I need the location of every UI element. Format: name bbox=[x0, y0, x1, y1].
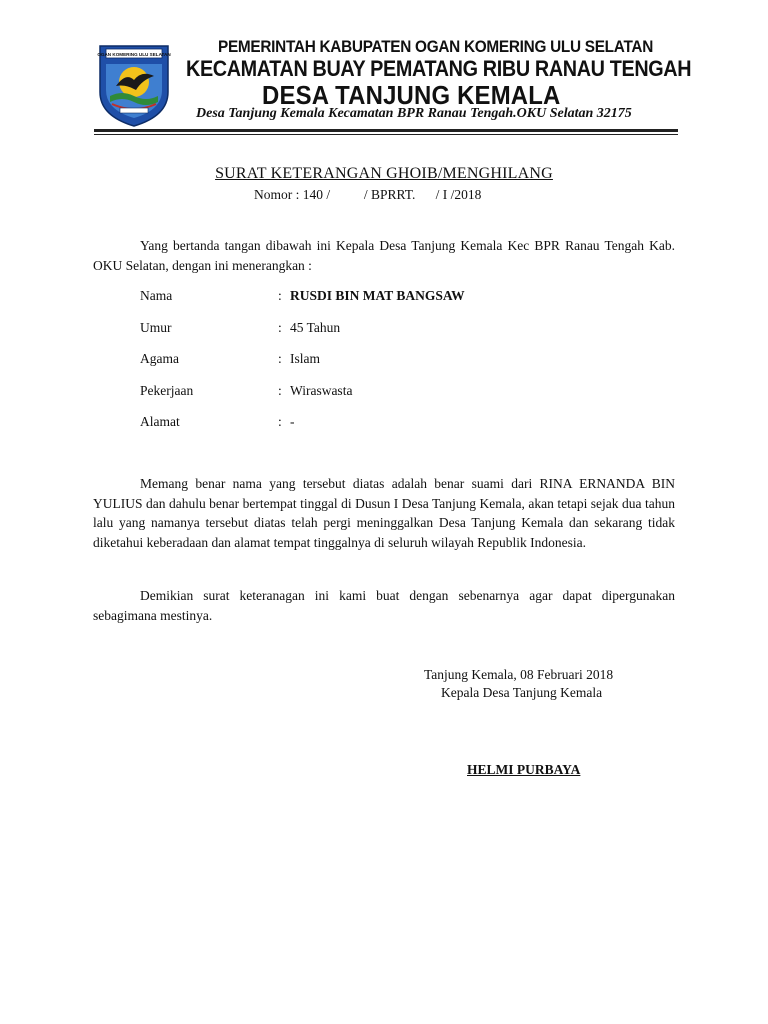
statement-paragraph: Memang benar nama yang tersebut diatas adalah benar suami dari RINA ERNANDA BIN YULIUS dan dahulu benar bertempat tinggal di Dusun I Desa Tanjung Kemala, akan tetapi sejak dua tahun lalu yang namanya tersebut diatas telah pergi meninggalkan Desa Tanjung Kemala dan sekarang tidak diketahui keberadaan dan alamat tempat tinggalnya di seluruh wilayah Republik Indonesia. bbox=[93, 476, 675, 550]
field-label: Agama bbox=[140, 351, 179, 366]
government-header-line: PEMERINTAH KABUPATEN OGAN KOMERING ULU SELATAN bbox=[218, 38, 654, 56]
closing-paragraph: Demikian surat keteranagan ini kami buat dengan sebenarnya agar dapat dipergunakan sebagimana mestinya. bbox=[93, 588, 675, 623]
field-label: Alamat bbox=[140, 414, 180, 429]
field-value: - bbox=[290, 414, 295, 429]
regency-emblem-logo bbox=[96, 40, 172, 128]
letterhead-divider-thin bbox=[94, 134, 678, 135]
field-value: RUSDI BIN MAT BANGSAW bbox=[290, 288, 465, 303]
field-row-pekerjaan bbox=[140, 383, 352, 399]
field-colon: : bbox=[278, 414, 282, 429]
opening-paragraph: Yang bertanda tangan dibawah ini Kepala Desa Tanjung Kemala Kec BPR Ranau Tengah Kab. OKU Selatan, dengan ini menerangkan : bbox=[93, 238, 675, 273]
letter-number: Nomor : 140 / / BPRRT. / I /2018 bbox=[254, 187, 482, 202]
signatory-name: HELMI PURBAYA bbox=[467, 762, 581, 777]
letter-title: SURAT KETERANGAN GHOIB/MENGHILANG bbox=[215, 165, 553, 182]
field-colon: : bbox=[278, 351, 282, 366]
field-value: Islam bbox=[290, 351, 320, 366]
logo-caption: OGAN KOMERING ULU SELATAN bbox=[97, 52, 171, 57]
village-address: Desa Tanjung Kemala Kecamatan BPR Ranau Tengah.OKU Selatan 32175 bbox=[196, 106, 632, 121]
signature-position: Kepala Desa Tanjung Kemala bbox=[441, 685, 603, 700]
field-value: 45 Tahun bbox=[290, 320, 341, 335]
field-row-nama bbox=[140, 288, 465, 304]
signature-place-date: Tanjung Kemala, 08 Februari 2018 bbox=[424, 667, 614, 682]
letterhead-divider-thick bbox=[94, 129, 678, 132]
field-row-agama bbox=[140, 351, 320, 367]
field-colon: : bbox=[278, 320, 282, 335]
field-label: Nama bbox=[140, 288, 173, 303]
field-colon: : bbox=[278, 383, 282, 398]
field-label: Umur bbox=[140, 320, 172, 335]
field-row-alamat bbox=[140, 414, 295, 430]
field-colon: : bbox=[278, 288, 282, 303]
village-header-line: DESA TANJUNG KEMALA bbox=[262, 80, 561, 110]
field-value: Wiraswasta bbox=[290, 383, 353, 398]
field-label: Pekerjaan bbox=[140, 383, 194, 398]
field-row-umur bbox=[140, 320, 340, 336]
district-header-line: KECAMATAN BUAY PEMATANG RIBU RANAU TENGAH bbox=[186, 56, 692, 81]
